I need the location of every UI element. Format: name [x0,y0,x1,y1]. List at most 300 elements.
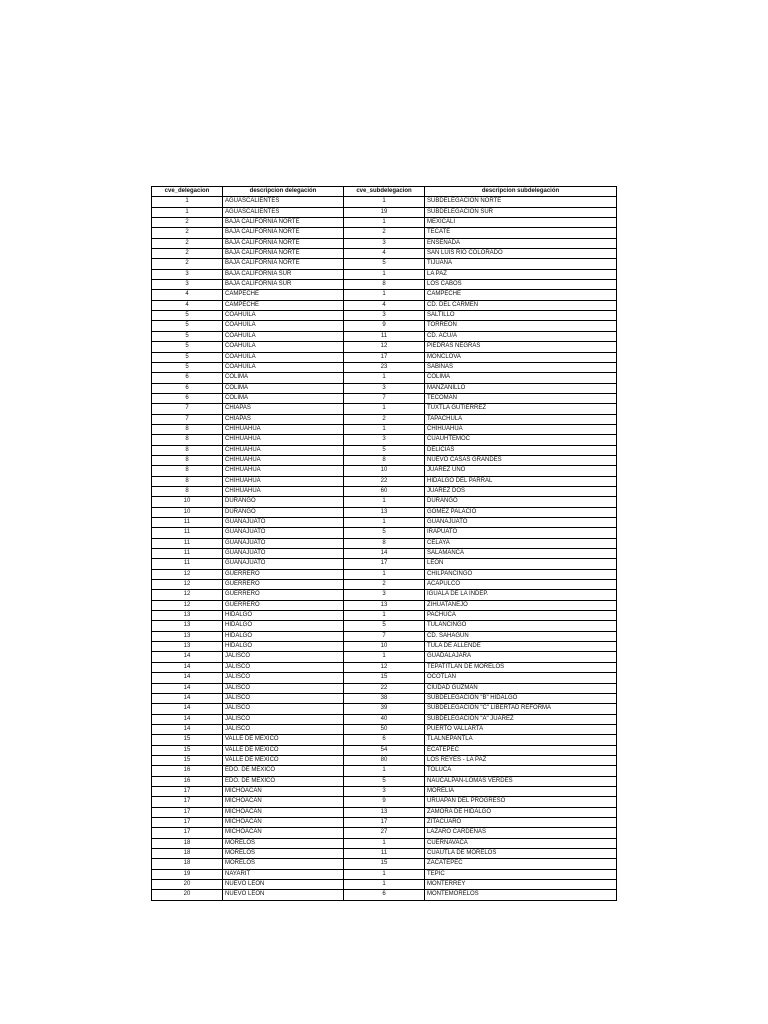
cell-cve-subdelegacion: 3 [344,383,425,393]
cell-descripcion-subdelegacion: LA PAZ [425,269,617,279]
header-descripcion-delegacion: descripcion delegación [223,187,344,197]
cell-cve-subdelegacion: 8 [344,538,425,548]
cell-cve-delegacion: 2 [152,259,223,269]
cell-cve-delegacion: 19 [152,869,223,879]
table-row [152,890,617,900]
table-row [152,311,617,321]
cell-cve-delegacion: 14 [152,714,223,724]
cell-descripcion-delegacion: JALISCO [223,704,344,714]
cell-cve-delegacion: 17 [152,807,223,817]
cell-descripcion-subdelegacion: MONTEMORELOS [425,890,617,900]
cell-descripcion-subdelegacion: ENSENADA [425,238,617,248]
cell-descripcion-subdelegacion: MANZANILLO [425,383,617,393]
cell-descripcion-subdelegacion: SAN LUIS RIO COLORADO [425,249,617,259]
cell-descripcion-delegacion: MORELOS [223,838,344,848]
cell-descripcion-delegacion: BAJA CALIFORNIA NORTE [223,238,344,248]
cell-cve-subdelegacion: 1 [344,424,425,434]
cell-cve-delegacion: 10 [152,507,223,517]
cell-cve-subdelegacion: 3 [344,786,425,796]
cell-descripcion-delegacion: MORELOS [223,859,344,869]
cell-descripcion-subdelegacion: CD. ACU/A [425,331,617,341]
cell-cve-delegacion: 5 [152,352,223,362]
table-row [152,611,617,621]
cell-descripcion-subdelegacion: ZACATEPEC [425,859,617,869]
cell-cve-delegacion: 17 [152,786,223,796]
cell-cve-delegacion: 14 [152,662,223,672]
cell-descripcion-subdelegacion: NAUCALPAN-LOMAS VERDES [425,776,617,786]
table-row [152,207,617,217]
cell-cve-subdelegacion: 13 [344,600,425,610]
cell-descripcion-delegacion: COAHUILA [223,311,344,321]
table-row [152,455,617,465]
table-row [152,755,617,765]
cell-cve-delegacion: 2 [152,249,223,259]
cell-descripcion-delegacion: CHIHUAHUA [223,435,344,445]
cell-cve-subdelegacion: 17 [344,559,425,569]
cell-descripcion-subdelegacion: GUANAJUATO [425,518,617,528]
cell-descripcion-subdelegacion: JUAREZ UNO [425,466,617,476]
table-row [152,673,617,683]
cell-cve-subdelegacion: 1 [344,218,425,228]
cell-cve-delegacion: 17 [152,828,223,838]
cell-descripcion-subdelegacion: TAPACHULA [425,414,617,424]
cell-cve-subdelegacion: 4 [344,300,425,310]
cell-descripcion-subdelegacion: TORREON [425,321,617,331]
cell-cve-delegacion: 12 [152,569,223,579]
table-row [152,797,617,807]
table-row [152,238,617,248]
table-row [152,693,617,703]
cell-descripcion-delegacion: EDO. DE MEXICO [223,776,344,786]
cell-descripcion-delegacion: AGUASCALIENTES [223,207,344,217]
cell-cve-delegacion: 15 [152,745,223,755]
delegaciones-table [151,186,617,901]
cell-cve-subdelegacion: 80 [344,755,425,765]
cell-descripcion-subdelegacion: CELAYA [425,538,617,548]
cell-descripcion-delegacion: GUERRERO [223,569,344,579]
header-descripcion-subdelegacion: descripcion subdelegación [425,187,617,197]
cell-descripcion-subdelegacion: DELICIAS [425,445,617,455]
table-row [152,414,617,424]
cell-cve-delegacion: 5 [152,342,223,352]
cell-descripcion-subdelegacion: CUAUTLA DE MORELOS [425,849,617,859]
cell-cve-delegacion: 5 [152,311,223,321]
table-row [152,393,617,403]
table-row [152,507,617,517]
table-row [152,342,617,352]
cell-cve-delegacion: 6 [152,383,223,393]
table-row [152,735,617,745]
table-row [152,766,617,776]
table-body [152,197,617,900]
cell-cve-subdelegacion: 1 [344,373,425,383]
cell-cve-subdelegacion: 10 [344,642,425,652]
cell-cve-delegacion: 18 [152,838,223,848]
cell-descripcion-delegacion: JALISCO [223,683,344,693]
cell-descripcion-delegacion: GUANAJUATO [223,549,344,559]
cell-descripcion-subdelegacion: NUEVO CASAS GRANDES [425,455,617,465]
table-row [152,817,617,827]
cell-cve-subdelegacion: 39 [344,704,425,714]
table-row [152,321,617,331]
cell-descripcion-delegacion: COAHUILA [223,342,344,352]
cell-descripcion-subdelegacion: LEON [425,559,617,569]
cell-cve-subdelegacion: 1 [344,518,425,528]
cell-cve-delegacion: 6 [152,393,223,403]
cell-descripcion-delegacion: NUEVO LEON [223,880,344,890]
cell-cve-delegacion: 3 [152,280,223,290]
cell-descripcion-subdelegacion: SALTILLO [425,311,617,321]
cell-descripcion-subdelegacion: MONTERREY [425,880,617,890]
table-row [152,300,617,310]
table-row [152,518,617,528]
cell-descripcion-delegacion: BAJA CALIFORNIA NORTE [223,249,344,259]
cell-descripcion-delegacion: COLIMA [223,373,344,383]
cell-descripcion-delegacion: MORELOS [223,849,344,859]
cell-descripcion-subdelegacion: TULA DE ALLENDE [425,642,617,652]
cell-cve-subdelegacion: 1 [344,869,425,879]
cell-descripcion-delegacion: HIDALGO [223,631,344,641]
cell-descripcion-delegacion: HIDALGO [223,611,344,621]
cell-descripcion-delegacion: MICHOACAN [223,786,344,796]
cell-descripcion-delegacion: CHIHUAHUA [223,455,344,465]
cell-descripcion-delegacion: GUERRERO [223,580,344,590]
header-cve-delegacion: cve_delegacion [152,187,223,197]
cell-cve-subdelegacion: 5 [344,445,425,455]
cell-cve-delegacion: 13 [152,621,223,631]
table-row [152,828,617,838]
cell-descripcion-subdelegacion: SUBDELEGACION "C" LIBERTAD REFORMA [425,704,617,714]
cell-cve-delegacion: 8 [152,466,223,476]
table-row [152,373,617,383]
table-row [152,269,617,279]
cell-cve-subdelegacion: 3 [344,435,425,445]
cell-cve-delegacion: 20 [152,890,223,900]
table-row [152,683,617,693]
cell-cve-subdelegacion: 8 [344,280,425,290]
cell-cve-delegacion: 14 [152,704,223,714]
cell-cve-delegacion: 2 [152,228,223,238]
table-row [152,466,617,476]
cell-descripcion-subdelegacion: SALAMANCA [425,549,617,559]
cell-cve-delegacion: 2 [152,238,223,248]
cell-cve-subdelegacion: 22 [344,476,425,486]
cell-cve-delegacion: 12 [152,580,223,590]
cell-cve-delegacion: 15 [152,755,223,765]
cell-cve-delegacion: 13 [152,611,223,621]
cell-cve-subdelegacion: 5 [344,259,425,269]
cell-cve-delegacion: 8 [152,445,223,455]
table-row [152,786,617,796]
cell-descripcion-subdelegacion: PIEDRAS NEGRAS [425,342,617,352]
cell-descripcion-subdelegacion: ZAMORA DE HIDALGO [425,807,617,817]
cell-descripcion-subdelegacion: CUERNAVACA [425,838,617,848]
cell-descripcion-subdelegacion: DURANGO [425,497,617,507]
cell-cve-subdelegacion: 17 [344,817,425,827]
table-row [152,538,617,548]
cell-cve-subdelegacion: 54 [344,745,425,755]
cell-cve-delegacion: 15 [152,735,223,745]
cell-descripcion-delegacion: GUERRERO [223,600,344,610]
cell-cve-delegacion: 11 [152,538,223,548]
cell-cve-subdelegacion: 3 [344,238,425,248]
cell-cve-subdelegacion: 9 [344,797,425,807]
cell-descripcion-subdelegacion: SUBDELEGACION "A" JUAREZ [425,714,617,724]
cell-descripcion-delegacion: CAMPECHE [223,300,344,310]
cell-cve-delegacion: 14 [152,724,223,734]
cell-descripcion-subdelegacion: MORELIA [425,786,617,796]
cell-descripcion-delegacion: CHIAPAS [223,414,344,424]
cell-descripcion-subdelegacion: GUADALAJARA [425,652,617,662]
cell-descripcion-subdelegacion: PUERTO VALLARTA [425,724,617,734]
cell-descripcion-delegacion: JALISCO [223,693,344,703]
cell-cve-subdelegacion: 12 [344,342,425,352]
table-row [152,642,617,652]
cell-cve-subdelegacion: 1 [344,569,425,579]
table-row [152,652,617,662]
table-row [152,849,617,859]
cell-descripcion-delegacion: COLIMA [223,383,344,393]
cell-descripcion-delegacion: VALLE DE MEXICO [223,755,344,765]
table-row [152,497,617,507]
cell-cve-delegacion: 16 [152,766,223,776]
cell-cve-delegacion: 12 [152,590,223,600]
cell-descripcion-subdelegacion: SUBDELEGACION SUR [425,207,617,217]
table-row [152,486,617,496]
cell-cve-subdelegacion: 2 [344,414,425,424]
cell-cve-delegacion: 10 [152,497,223,507]
cell-descripcion-delegacion: MICHOACAN [223,817,344,827]
cell-cve-delegacion: 12 [152,600,223,610]
cell-descripcion-subdelegacion: TLALNEPANTLA [425,735,617,745]
cell-cve-subdelegacion: 19 [344,207,425,217]
table-row [152,383,617,393]
cell-cve-subdelegacion: 13 [344,807,425,817]
table-row [152,714,617,724]
cell-cve-subdelegacion: 4 [344,249,425,259]
cell-cve-delegacion: 11 [152,559,223,569]
cell-cve-delegacion: 11 [152,549,223,559]
cell-descripcion-delegacion: HIDALGO [223,621,344,631]
table-row [152,445,617,455]
cell-descripcion-delegacion: HIDALGO [223,642,344,652]
cell-descripcion-subdelegacion: TUXTLA GUTIERREZ [425,404,617,414]
cell-cve-subdelegacion: 1 [344,197,425,207]
cell-cve-subdelegacion: 5 [344,621,425,631]
cell-descripcion-subdelegacion: COLIMA [425,373,617,383]
table-row [152,424,617,434]
cell-descripcion-delegacion: NUEVO LEON [223,890,344,900]
cell-cve-delegacion: 13 [152,642,223,652]
cell-descripcion-subdelegacion: PACHUCA [425,611,617,621]
cell-descripcion-delegacion: BAJA CALIFORNIA SUR [223,269,344,279]
cell-cve-delegacion: 16 [152,776,223,786]
cell-descripcion-delegacion: GUERRERO [223,590,344,600]
cell-cve-delegacion: 11 [152,518,223,528]
cell-descripcion-delegacion: JALISCO [223,662,344,672]
cell-descripcion-delegacion: JALISCO [223,652,344,662]
cell-cve-subdelegacion: 1 [344,290,425,300]
table-row [152,528,617,538]
table-row [152,776,617,786]
cell-descripcion-delegacion: CHIHUAHUA [223,466,344,476]
cell-descripcion-delegacion: DURANGO [223,497,344,507]
cell-cve-subdelegacion: 17 [344,352,425,362]
table-row [152,838,617,848]
cell-descripcion-subdelegacion: CAMPECHE [425,290,617,300]
cell-descripcion-delegacion: GUANAJUATO [223,518,344,528]
cell-cve-delegacion: 4 [152,290,223,300]
cell-cve-subdelegacion: 8 [344,455,425,465]
header-row [152,187,617,197]
cell-cve-subdelegacion: 3 [344,590,425,600]
cell-descripcion-delegacion: COAHUILA [223,331,344,341]
cell-descripcion-delegacion: GUANAJUATO [223,538,344,548]
cell-cve-subdelegacion: 2 [344,580,425,590]
cell-cve-delegacion: 14 [152,683,223,693]
cell-cve-delegacion: 5 [152,331,223,341]
cell-descripcion-delegacion: DURANGO [223,507,344,517]
cell-cve-delegacion: 2 [152,218,223,228]
cell-cve-subdelegacion: 14 [344,549,425,559]
table-row [152,580,617,590]
cell-cve-subdelegacion: 6 [344,735,425,745]
cell-cve-subdelegacion: 11 [344,331,425,341]
cell-descripcion-subdelegacion: SUBDELEGACION "B" HIDALGO [425,693,617,703]
cell-cve-delegacion: 11 [152,528,223,538]
cell-cve-subdelegacion: 40 [344,714,425,724]
cell-cve-delegacion: 6 [152,373,223,383]
cell-descripcion-subdelegacion: LOS CABOS [425,280,617,290]
table-row [152,724,617,734]
cell-cve-subdelegacion: 6 [344,890,425,900]
table-row [152,435,617,445]
cell-cve-subdelegacion: 1 [344,880,425,890]
cell-cve-delegacion: 14 [152,693,223,703]
cell-descripcion-delegacion: BAJA CALIFORNIA NORTE [223,259,344,269]
cell-descripcion-delegacion: CHIHUAHUA [223,486,344,496]
table-row [152,228,617,238]
cell-descripcion-subdelegacion: TIJUANA [425,259,617,269]
cell-cve-delegacion: 18 [152,849,223,859]
cell-descripcion-subdelegacion: OCOTLAN [425,673,617,683]
cell-cve-delegacion: 5 [152,362,223,372]
cell-descripcion-delegacion: JALISCO [223,714,344,724]
cell-descripcion-delegacion: VALLE DE MEXICO [223,735,344,745]
cell-cve-subdelegacion: 22 [344,683,425,693]
cell-cve-subdelegacion: 2 [344,228,425,238]
table-header [152,187,617,197]
header-cve-subdelegacion: cve_subdelegacion [344,187,425,197]
cell-descripcion-subdelegacion: IRAPUATO [425,528,617,538]
table-row [152,621,617,631]
cell-cve-delegacion: 8 [152,435,223,445]
cell-cve-delegacion: 7 [152,404,223,414]
table-row [152,290,617,300]
cell-cve-delegacion: 17 [152,797,223,807]
cell-descripcion-delegacion: COAHUILA [223,321,344,331]
table-row [152,280,617,290]
cell-descripcion-delegacion: EDO. DE MEXICO [223,766,344,776]
table-row [152,249,617,259]
cell-descripcion-delegacion: MICHOACAN [223,828,344,838]
cell-descripcion-delegacion: COLIMA [223,393,344,403]
cell-cve-subdelegacion: 12 [344,662,425,672]
cell-descripcion-delegacion: CHIAPAS [223,404,344,414]
cell-descripcion-subdelegacion: MEXICALI [425,218,617,228]
cell-descripcion-subdelegacion: TOLUCA [425,766,617,776]
cell-descripcion-delegacion: CHIHUAHUA [223,476,344,486]
cell-descripcion-subdelegacion: GOMEZ PALACIO [425,507,617,517]
cell-cve-delegacion: 14 [152,652,223,662]
cell-cve-subdelegacion: 13 [344,507,425,517]
cell-descripcion-subdelegacion: HIDALGO DEL PARRAL [425,476,617,486]
cell-descripcion-subdelegacion: TULANCINGO [425,621,617,631]
table-row [152,859,617,869]
cell-descripcion-delegacion: COAHUILA [223,362,344,372]
cell-cve-subdelegacion: 5 [344,528,425,538]
cell-cve-delegacion: 3 [152,269,223,279]
cell-descripcion-delegacion: BAJA CALIFORNIA NORTE [223,218,344,228]
cell-descripcion-delegacion: GUANAJUATO [223,528,344,538]
cell-descripcion-subdelegacion: CHIHUAHUA [425,424,617,434]
table-row [152,745,617,755]
cell-descripcion-delegacion: MICHOACAN [223,797,344,807]
cell-cve-delegacion: 5 [152,321,223,331]
table-row [152,259,617,269]
cell-descripcion-subdelegacion: ACAPULCO [425,580,617,590]
table-row [152,869,617,879]
table-row [152,590,617,600]
cell-descripcion-delegacion: CHIHUAHUA [223,424,344,434]
cell-cve-subdelegacion: 23 [344,362,425,372]
cell-descripcion-subdelegacion: SUBDELEGACION NORTE [425,197,617,207]
cell-descripcion-delegacion: GUANAJUATO [223,559,344,569]
cell-cve-subdelegacion: 7 [344,631,425,641]
cell-descripcion-subdelegacion: SABINAS [425,362,617,372]
cell-cve-delegacion: 1 [152,207,223,217]
cell-descripcion-delegacion: COAHUILA [223,352,344,362]
cell-descripcion-subdelegacion: LAZARO CARDENAS [425,828,617,838]
cell-cve-subdelegacion: 1 [344,611,425,621]
cell-cve-subdelegacion: 1 [344,652,425,662]
table-row [152,331,617,341]
cell-cve-subdelegacion: 50 [344,724,425,734]
cell-cve-delegacion: 7 [152,414,223,424]
cell-descripcion-subdelegacion: MONCLOVA [425,352,617,362]
cell-descripcion-delegacion: AGUASCALIENTES [223,197,344,207]
table-row [152,807,617,817]
cell-cve-delegacion: 4 [152,300,223,310]
cell-cve-subdelegacion: 27 [344,828,425,838]
cell-cve-delegacion: 17 [152,817,223,827]
table-row [152,549,617,559]
cell-cve-delegacion: 8 [152,476,223,486]
cell-cve-subdelegacion: 10 [344,466,425,476]
table-row [152,880,617,890]
cell-cve-delegacion: 13 [152,631,223,641]
cell-descripcion-subdelegacion: CUAUHTEMOC [425,435,617,445]
cell-descripcion-subdelegacion: JUAREZ DOS [425,486,617,496]
cell-cve-delegacion: 14 [152,673,223,683]
cell-cve-delegacion: 20 [152,880,223,890]
cell-descripcion-subdelegacion: TECOMAN [425,393,617,403]
cell-descripcion-delegacion: JALISCO [223,673,344,683]
cell-cve-subdelegacion: 5 [344,776,425,786]
table-row [152,662,617,672]
table-row [152,362,617,372]
cell-descripcion-delegacion: MICHOACAN [223,807,344,817]
